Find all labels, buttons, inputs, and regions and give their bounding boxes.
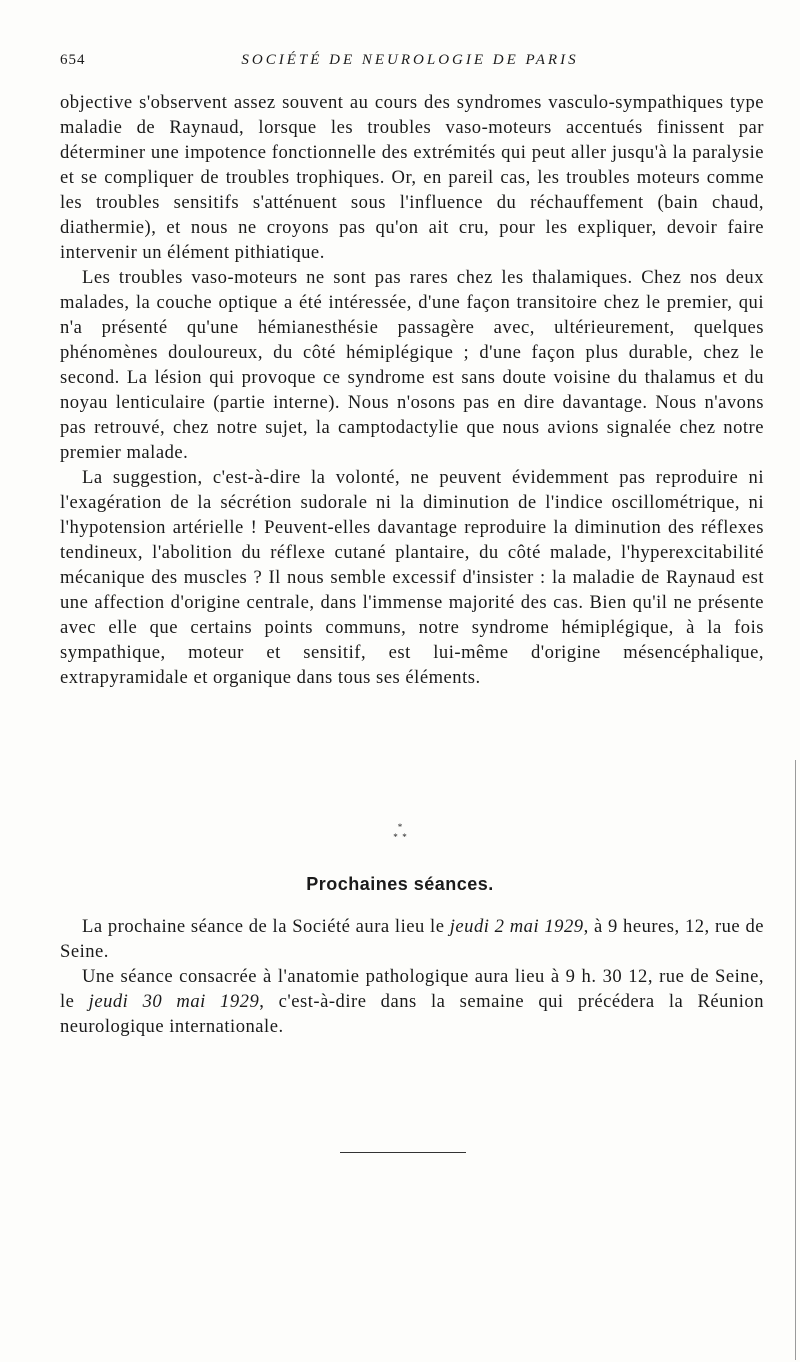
anatomy-session-paragraph bbox=[60, 964, 764, 1039]
running-head bbox=[60, 52, 760, 76]
journal-title: SOCIÉTÉ DE NEUROLOGIE DE PARIS bbox=[241, 52, 579, 68]
paragraph-suggestion: La suggestion, c'est-à-dire la volonté, ne peuvent évidemment pas reproduire ni l'exagération de la sécrétion sudorale ni la diminution de l'indice oscillométrique, ni l'hypotension artérielle ! Peuvent-elles davantage reproduire la diminution des réflexes tendineux, l'abolition du réflexe cutané plantaire, du côté malade, l'hyperexcitabilité mécanique des muscles ? Il nous semble excessif d'insister : la maladie de Raynaud est une affection d'origine centrale, dans l'immense majorité des cas. Bien qu'il ne présente avec elle que certains points communs, notre syndrome hémiplégique, à la fois sympathique, moteur et sensitif, est lui-même d'origine mésencéphalique, extrapyramidale et organique dans tous ses éléments. bbox=[60, 467, 764, 688]
scan-edge-line bbox=[795, 760, 796, 1360]
next-session-paragraph bbox=[60, 914, 764, 964]
paragraph-thalamiques: Les troubles vaso-moteurs ne sont pas rares chez les thalamiques. Chez nos deux malades, la couche optique a été intéressée, d'une façon transitoire chez le premier, qui n'a présenté qu'une hémianesthésie passagère avec, ultérieurement, quelques phénomènes douloureux, du côté hémiplégique ; d'une façon plus durable, chez le second. La lésion qui provoque ce syndrome est sans doute voisine du thalamus et du noyau lenticulaire (partie interne). Nous n'osons pas en dire davantage. Nous n'avons pas retrouvé, chez notre sujet, la camptodactylie que nous avions signalée chez notre premier malade. bbox=[60, 267, 764, 463]
asterism-bottom: * * bbox=[393, 832, 407, 842]
page-number: 654 bbox=[60, 52, 86, 68]
asterism-separator bbox=[0, 822, 800, 842]
anatomy-session-note: , c'est-à-dire dans la semaine qui précédera la Réunion neurologique internationale. bbox=[60, 991, 764, 1037]
asterism-top: * bbox=[397, 822, 403, 832]
section-heading: Prochaines séances. bbox=[306, 874, 494, 894]
body-text bbox=[60, 90, 764, 690]
paragraph-continuation: objective s'observent assez souvent au cours des syndromes vasculo-sympathiques type maladie de Raynaud, lorsque les troubles vaso-moteurs accentués finissent par déterminer une impotence fonctionnelle des extrémités qui peut aller jusqu'à la paralysie et se compliquer de troubles trophiques. Or, en pareil cas, les troubles moteurs comme les troubles sensitifs s'atténuent sous l'influence du réchauffement (bain chaud, diathermie), et nous ne croyons pas qu'on ait cru, pour les expliquer, devoir faire intervenir un élément pithiatique. bbox=[60, 92, 764, 263]
next-session-date: jeudi 2 mai 1929 bbox=[449, 916, 584, 937]
next-session-text: La prochaine séance de la Société aura lieu le bbox=[82, 916, 450, 937]
end-rule bbox=[340, 1152, 466, 1153]
anatomy-session-text: Une séance consacrée à l'anatomie pathologique aura lieu à 9 h. 30 12, rue de Seine, le bbox=[60, 966, 764, 1012]
section-text bbox=[60, 914, 764, 1039]
anatomy-session-date: jeudi 30 mai 1929 bbox=[88, 991, 260, 1012]
next-session-location: , à 9 heures, 12, rue de Seine. bbox=[60, 916, 764, 962]
